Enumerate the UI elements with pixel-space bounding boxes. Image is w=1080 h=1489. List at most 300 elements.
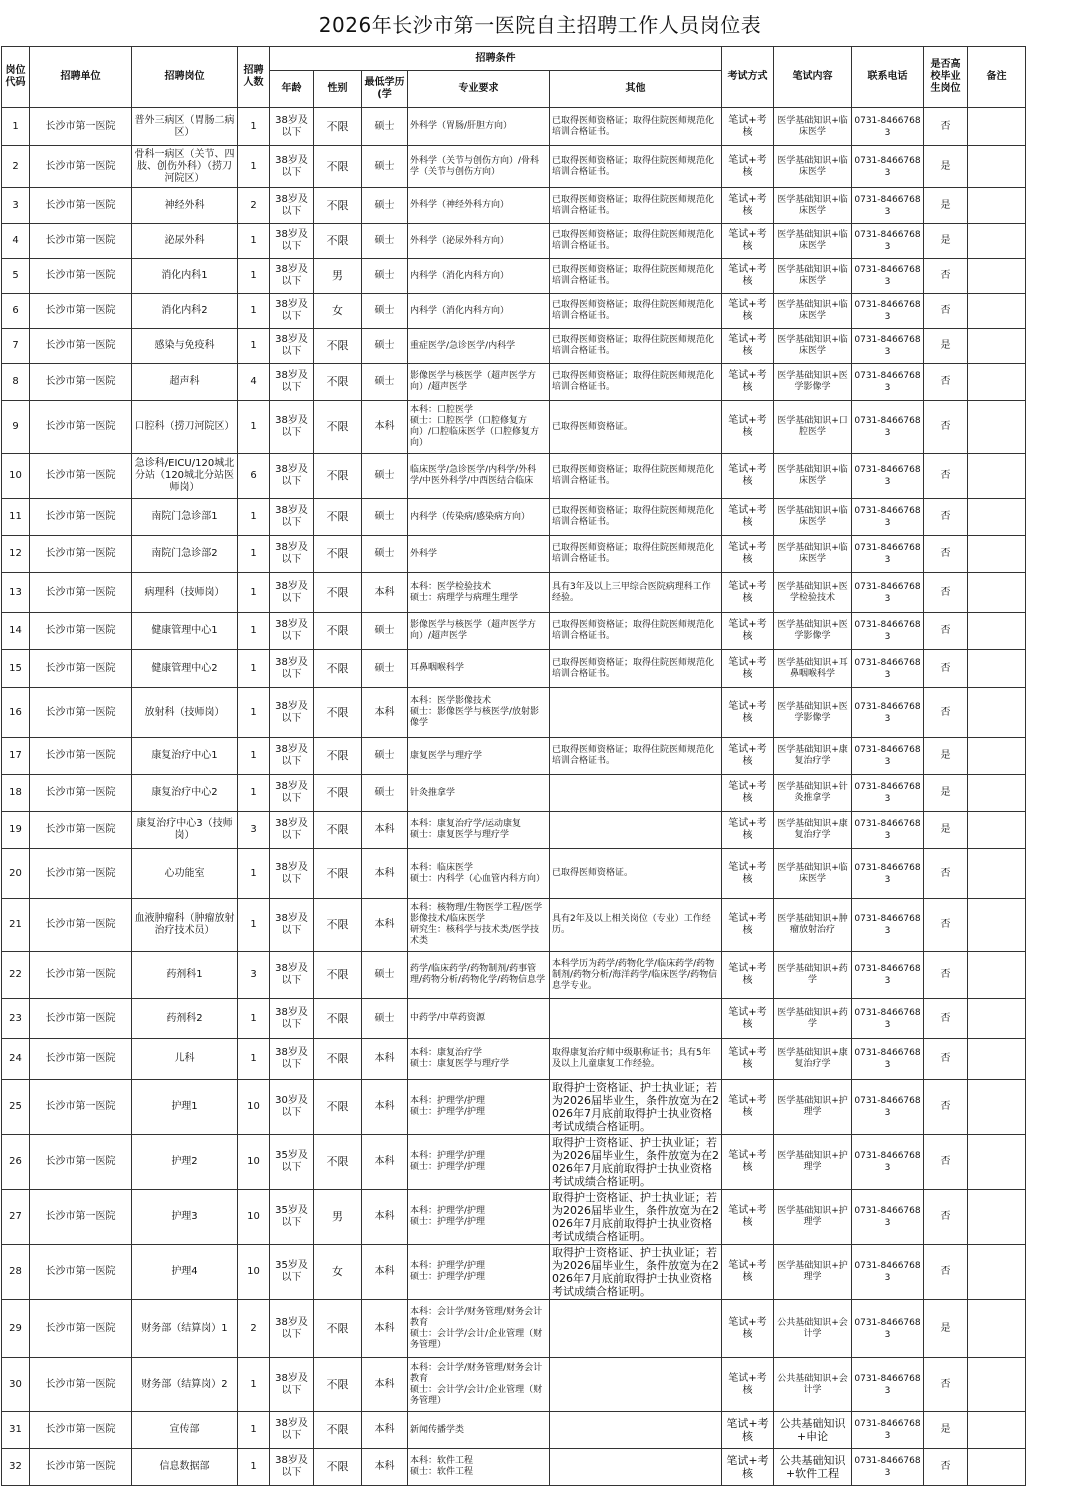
cell-edu: 本科 xyxy=(362,1080,408,1135)
cell-content: 公共基础知识+软件工程 xyxy=(774,1449,852,1486)
cell-grad: 否 xyxy=(924,259,968,294)
cell-edu: 本科 xyxy=(362,1449,408,1486)
cell-other: 已取得医师资格证；取得住院医师规范化培训合格证书。 xyxy=(550,108,722,146)
cell-content: 公共基础知识+会计学 xyxy=(774,1358,852,1412)
cell-unit: 长沙市第一医院 xyxy=(30,573,132,613)
cell-code: 9 xyxy=(2,401,30,454)
cell-unit: 长沙市第一医院 xyxy=(30,738,132,775)
cell-count: 1 xyxy=(238,294,270,329)
cell-phone: 0731-84667683 xyxy=(852,536,924,573)
cell-count: 1 xyxy=(238,650,270,688)
cell-unit: 长沙市第一医院 xyxy=(30,999,132,1039)
cell-spec: 本科：医学影像技术 硕士：影像医学与核医学/放射影像学 xyxy=(408,688,550,738)
cell-phone: 0731-84667683 xyxy=(852,224,924,259)
cell-post: 消化内科1 xyxy=(132,259,238,294)
cell-exam: 笔试+考核 xyxy=(722,650,774,688)
cell-content: 医学基础知识+肿瘤放射治疗 xyxy=(774,899,852,952)
header-phone: 联系电话 xyxy=(852,47,924,108)
cell-grad: 否 xyxy=(924,688,968,738)
cell-code: 8 xyxy=(2,364,30,401)
cell-phone: 0731-84667683 xyxy=(852,1412,924,1449)
cell-note xyxy=(968,1080,1026,1135)
cell-unit: 长沙市第一医院 xyxy=(30,224,132,259)
cell-other: 已取得医师资格证；取得住院医师规范化培训合格证书。 xyxy=(550,259,722,294)
cell-code: 15 xyxy=(2,650,30,688)
cell-spec: 本科：护理学/护理 硕士：护理学/护理 xyxy=(408,1245,550,1300)
cell-other: 取得护士资格证、护士执业证；若为2026届毕业生，条件放宽为在2026年7月底前取得护士执业资格考试成绩合格证明。 xyxy=(550,1135,722,1190)
cell-count: 1 xyxy=(238,536,270,573)
cell-note xyxy=(968,294,1026,329)
cell-gender: 不限 xyxy=(314,1412,362,1449)
cell-content: 医学基础知识+临床医学 xyxy=(774,146,852,188)
cell-spec: 重症医学/急诊医学/内科学 xyxy=(408,329,550,364)
cell-other: 已取得医师资格证；取得住院医师规范化培训合格证书。 xyxy=(550,536,722,573)
cell-content: 医学基础知识+临床医学 xyxy=(774,224,852,259)
cell-code: 1 xyxy=(2,108,30,146)
cell-edu: 本科 xyxy=(362,899,408,952)
cell-note xyxy=(968,738,1026,775)
cell-count: 1 xyxy=(238,329,270,364)
cell-grad: 是 xyxy=(924,775,968,812)
cell-gender: 不限 xyxy=(314,364,362,401)
cell-code: 7 xyxy=(2,329,30,364)
cell-note xyxy=(968,401,1026,454)
cell-spec: 影像医学与核医学（超声医学方向）/超声医学 xyxy=(408,613,550,650)
cell-unit: 长沙市第一医院 xyxy=(30,1300,132,1358)
cell-post: 康复治疗中心1 xyxy=(132,738,238,775)
cell-count: 1 xyxy=(238,899,270,952)
cell-phone: 0731-84667683 xyxy=(852,188,924,224)
cell-spec: 内科学（消化内科方向） xyxy=(408,294,550,329)
table-row xyxy=(2,108,1026,146)
cell-content: 医学基础知识+康复治疗学 xyxy=(774,738,852,775)
cell-age: 38岁及以下 xyxy=(270,952,314,999)
cell-grad: 是 xyxy=(924,188,968,224)
cell-content: 医学基础知识+临床医学 xyxy=(774,849,852,899)
cell-gender: 不限 xyxy=(314,849,362,899)
cell-age: 38岁及以下 xyxy=(270,849,314,899)
cell-post: 护理4 xyxy=(132,1245,238,1300)
cell-grad: 否 xyxy=(924,536,968,573)
cell-gender: 不限 xyxy=(314,688,362,738)
cell-note xyxy=(968,1190,1026,1245)
table-row xyxy=(2,499,1026,536)
cell-note xyxy=(968,613,1026,650)
cell-count: 10 xyxy=(238,1245,270,1300)
cell-age: 38岁及以下 xyxy=(270,259,314,294)
header-conditions: 招聘条件 xyxy=(270,47,722,71)
cell-grad: 否 xyxy=(924,108,968,146)
cell-post: 宣传部 xyxy=(132,1412,238,1449)
cell-grad: 否 xyxy=(924,1449,968,1486)
cell-edu: 本科 xyxy=(362,573,408,613)
cell-grad: 否 xyxy=(924,499,968,536)
cell-count: 1 xyxy=(238,108,270,146)
cell-age: 38岁及以下 xyxy=(270,146,314,188)
cell-gender: 不限 xyxy=(314,1300,362,1358)
cell-grad: 否 xyxy=(924,294,968,329)
cell-gender: 不限 xyxy=(314,536,362,573)
cell-exam: 笔试+考核 xyxy=(722,536,774,573)
cell-exam: 笔试+考核 xyxy=(722,812,774,849)
cell-gender: 不限 xyxy=(314,775,362,812)
cell-unit: 长沙市第一医院 xyxy=(30,1245,132,1300)
cell-note xyxy=(968,188,1026,224)
cell-post: 口腔科（捞刀河院区） xyxy=(132,401,238,454)
cell-age: 38岁及以下 xyxy=(270,108,314,146)
cell-grad: 否 xyxy=(924,650,968,688)
cell-other: 取得护士资格证、护士执业证；若为2026届毕业生，条件放宽为在2026年7月底前取得护士执业资格考试成绩合格证明。 xyxy=(550,1190,722,1245)
cell-note xyxy=(968,999,1026,1039)
cell-code: 22 xyxy=(2,952,30,999)
cell-other: 已取得医师资格证。 xyxy=(550,401,722,454)
cell-phone: 0731-84667683 xyxy=(852,738,924,775)
cell-note xyxy=(968,1449,1026,1486)
cell-grad: 是 xyxy=(924,1412,968,1449)
cell-exam: 笔试+考核 xyxy=(722,1039,774,1080)
cell-post: 泌尿外科 xyxy=(132,224,238,259)
header-exam: 考试方式 xyxy=(722,47,774,108)
table-row xyxy=(2,329,1026,364)
table-row xyxy=(2,364,1026,401)
cell-exam: 笔试+考核 xyxy=(722,259,774,294)
cell-post: 信息数据部 xyxy=(132,1449,238,1486)
cell-spec: 临床医学/急诊医学/内科学/外科学/中医外科学/中西医结合临床 xyxy=(408,454,550,499)
table-row xyxy=(2,738,1026,775)
page-title: 2026年长沙市第一医院自主招聘工作人员岗位表 xyxy=(318,13,762,37)
cell-count: 1 xyxy=(238,224,270,259)
cell-edu: 本科 xyxy=(362,1412,408,1449)
cell-edu: 硕士 xyxy=(362,536,408,573)
cell-age: 38岁及以下 xyxy=(270,613,314,650)
cell-other: 已取得医师资格证；取得住院医师规范化培训合格证书。 xyxy=(550,738,722,775)
cell-count: 1 xyxy=(238,1449,270,1486)
cell-exam: 笔试+考核 xyxy=(722,329,774,364)
cell-gender: 不限 xyxy=(314,146,362,188)
cell-age: 35岁及以下 xyxy=(270,1190,314,1245)
cell-gender: 不限 xyxy=(314,1039,362,1080)
cell-age: 35岁及以下 xyxy=(270,1245,314,1300)
cell-grad: 否 xyxy=(924,1135,968,1190)
table-row xyxy=(2,1190,1026,1245)
cell-spec: 本科：康复治疗学/运动康复 硕士：康复医学与理疗学 xyxy=(408,812,550,849)
cell-note xyxy=(968,329,1026,364)
table-row xyxy=(2,650,1026,688)
cell-code: 12 xyxy=(2,536,30,573)
cell-spec: 外科学（神经外科方向） xyxy=(408,188,550,224)
cell-unit: 长沙市第一医院 xyxy=(30,775,132,812)
cell-other xyxy=(550,1412,722,1449)
cell-edu: 本科 xyxy=(362,688,408,738)
cell-other: 已取得医师资格证；取得住院医师规范化培训合格证书。 xyxy=(550,499,722,536)
cell-edu: 硕士 xyxy=(362,188,408,224)
cell-code: 6 xyxy=(2,294,30,329)
cell-edu: 硕士 xyxy=(362,952,408,999)
cell-other: 已取得医师资格证；取得住院医师规范化培训合格证书。 xyxy=(550,146,722,188)
cell-exam: 笔试+考核 xyxy=(722,899,774,952)
cell-spec: 本科：会计学/财务管理/财务会计教育 硕士：会计学/会计/企业管理（财务管理） xyxy=(408,1300,550,1358)
cell-age: 38岁及以下 xyxy=(270,573,314,613)
cell-age: 38岁及以下 xyxy=(270,1412,314,1449)
cell-age: 38岁及以下 xyxy=(270,899,314,952)
cell-phone: 0731-84667683 xyxy=(852,573,924,613)
header-grad: 是否高校毕业生岗位 xyxy=(924,47,968,108)
cell-edu: 硕士 xyxy=(362,775,408,812)
cell-exam: 笔试+考核 xyxy=(722,364,774,401)
cell-phone: 0731-84667683 xyxy=(852,849,924,899)
cell-note xyxy=(968,536,1026,573)
cell-edu: 硕士 xyxy=(362,650,408,688)
table-row xyxy=(2,688,1026,738)
cell-content: 公共基础知识+申论 xyxy=(774,1412,852,1449)
cell-phone: 0731-84667683 xyxy=(852,1245,924,1300)
cell-count: 10 xyxy=(238,1080,270,1135)
header-count: 招聘人数 xyxy=(238,47,270,108)
cell-note xyxy=(968,573,1026,613)
cell-count: 1 xyxy=(238,573,270,613)
cell-exam: 笔试+考核 xyxy=(722,952,774,999)
cell-post: 护理2 xyxy=(132,1135,238,1190)
cell-unit: 长沙市第一医院 xyxy=(30,899,132,952)
cell-other xyxy=(550,1358,722,1412)
cell-exam: 笔试+考核 xyxy=(722,849,774,899)
cell-age: 38岁及以下 xyxy=(270,1358,314,1412)
cell-spec: 本科：临床医学 硕士：内科学（心血管内科方向） xyxy=(408,849,550,899)
cell-spec: 中药学/中草药资源 xyxy=(408,999,550,1039)
cell-note xyxy=(968,1039,1026,1080)
cell-content: 医学基础知识+口腔医学 xyxy=(774,401,852,454)
cell-unit: 长沙市第一医院 xyxy=(30,1412,132,1449)
cell-code: 5 xyxy=(2,259,30,294)
cell-gender: 不限 xyxy=(314,999,362,1039)
cell-edu: 本科 xyxy=(362,1245,408,1300)
cell-exam: 笔试+考核 xyxy=(722,146,774,188)
cell-post: 护理1 xyxy=(132,1080,238,1135)
cell-other: 具有3年及以上三甲综合医院病理科工作经验。 xyxy=(550,573,722,613)
cell-other xyxy=(550,812,722,849)
cell-count: 2 xyxy=(238,1300,270,1358)
cell-spec: 本科：口腔医学 硕士：口腔医学（口腔修复方向）/口腔临床医学（口腔修复方向） xyxy=(408,401,550,454)
cell-post: 血液肿瘤科（肿瘤放射治疗技术员） xyxy=(132,899,238,952)
table-row xyxy=(2,1358,1026,1412)
cell-count: 1 xyxy=(238,259,270,294)
cell-grad: 是 xyxy=(924,146,968,188)
cell-phone: 0731-84667683 xyxy=(852,613,924,650)
cell-content: 医学基础知识+临床医学 xyxy=(774,499,852,536)
cell-post: 消化内科2 xyxy=(132,294,238,329)
cell-code: 25 xyxy=(2,1080,30,1135)
cell-code: 28 xyxy=(2,1245,30,1300)
cell-exam: 笔试+考核 xyxy=(722,1412,774,1449)
header-gender: 性别 xyxy=(314,71,362,108)
cell-other xyxy=(550,1300,722,1358)
cell-age: 38岁及以下 xyxy=(270,1039,314,1080)
cell-content: 医学基础知识+临床医学 xyxy=(774,536,852,573)
cell-code: 30 xyxy=(2,1358,30,1412)
cell-age: 38岁及以下 xyxy=(270,224,314,259)
cell-grad: 否 xyxy=(924,952,968,999)
cell-count: 2 xyxy=(238,188,270,224)
cell-gender: 不限 xyxy=(314,499,362,536)
cell-age: 38岁及以下 xyxy=(270,454,314,499)
cell-count: 1 xyxy=(238,999,270,1039)
cell-edu: 硕士 xyxy=(362,108,408,146)
cell-gender: 不限 xyxy=(314,224,362,259)
cell-other xyxy=(550,688,722,738)
cell-content: 医学基础知识+医学影像学 xyxy=(774,613,852,650)
cell-other: 取得护士资格证、护士执业证；若为2026届毕业生，条件放宽为在2026年7月底前取得护士执业资格考试成绩合格证明。 xyxy=(550,1245,722,1300)
cell-age: 38岁及以下 xyxy=(270,364,314,401)
cell-unit: 长沙市第一医院 xyxy=(30,1190,132,1245)
cell-phone: 0731-84667683 xyxy=(852,1449,924,1486)
cell-note xyxy=(968,454,1026,499)
cell-gender: 不限 xyxy=(314,454,362,499)
cell-edu: 本科 xyxy=(362,849,408,899)
cell-other: 已取得医师资格证；取得住院医师规范化培训合格证书。 xyxy=(550,294,722,329)
cell-note xyxy=(968,775,1026,812)
table-row xyxy=(2,1412,1026,1449)
cell-unit: 长沙市第一医院 xyxy=(30,499,132,536)
cell-note xyxy=(968,364,1026,401)
cell-other: 已取得医师资格证；取得住院医师规范化培训合格证书。 xyxy=(550,188,722,224)
cell-gender: 女 xyxy=(314,1245,362,1300)
cell-post: 健康管理中心2 xyxy=(132,650,238,688)
cell-code: 23 xyxy=(2,999,30,1039)
cell-count: 1 xyxy=(238,146,270,188)
cell-code: 17 xyxy=(2,738,30,775)
cell-edu: 硕士 xyxy=(362,999,408,1039)
cell-exam: 笔试+考核 xyxy=(722,738,774,775)
cell-post: 康复治疗中心3（技师岗） xyxy=(132,812,238,849)
cell-edu: 硕士 xyxy=(362,499,408,536)
cell-phone: 0731-84667683 xyxy=(852,1358,924,1412)
cell-exam: 笔试+考核 xyxy=(722,294,774,329)
cell-exam: 笔试+考核 xyxy=(722,1245,774,1300)
cell-spec: 本科：康复治疗学 硕士：康复医学与理疗学 xyxy=(408,1039,550,1080)
cell-other: 已取得医师资格证；取得住院医师规范化培训合格证书。 xyxy=(550,224,722,259)
cell-note xyxy=(968,849,1026,899)
cell-age: 38岁及以下 xyxy=(270,738,314,775)
cell-gender: 不限 xyxy=(314,188,362,224)
cell-phone: 0731-84667683 xyxy=(852,259,924,294)
cell-spec: 本科：护理学/护理 硕士：护理学/护理 xyxy=(408,1135,550,1190)
header-other: 其他 xyxy=(550,71,722,108)
cell-grad: 否 xyxy=(924,1080,968,1135)
cell-grad: 否 xyxy=(924,849,968,899)
cell-spec: 新闻传播学类 xyxy=(408,1412,550,1449)
cell-phone: 0731-84667683 xyxy=(852,1080,924,1135)
cell-gender: 不限 xyxy=(314,573,362,613)
cell-gender: 不限 xyxy=(314,1358,362,1412)
cell-note xyxy=(968,1358,1026,1412)
cell-phone: 0731-84667683 xyxy=(852,329,924,364)
cell-spec: 外科学（泌尿外科方向） xyxy=(408,224,550,259)
cell-edu: 硕士 xyxy=(362,146,408,188)
cell-age: 38岁及以下 xyxy=(270,650,314,688)
cell-phone: 0731-84667683 xyxy=(852,108,924,146)
header-note: 备注 xyxy=(968,47,1026,108)
cell-code: 13 xyxy=(2,573,30,613)
cell-gender: 不限 xyxy=(314,899,362,952)
cell-other: 已取得医师资格证；取得住院医师规范化培训合格证书。 xyxy=(550,329,722,364)
cell-spec: 康复医学与理疗学 xyxy=(408,738,550,775)
table-row xyxy=(2,259,1026,294)
cell-code: 18 xyxy=(2,775,30,812)
cell-spec: 本科：医学检验技术 硕士：病理学与病理生理学 xyxy=(408,573,550,613)
cell-unit: 长沙市第一医院 xyxy=(30,146,132,188)
table-row xyxy=(2,1449,1026,1486)
cell-unit: 长沙市第一医院 xyxy=(30,536,132,573)
cell-other: 已取得医师资格证；取得住院医师规范化培训合格证书。 xyxy=(550,650,722,688)
cell-code: 16 xyxy=(2,688,30,738)
cell-gender: 不限 xyxy=(314,613,362,650)
cell-content: 医学基础知识+临床医学 xyxy=(774,108,852,146)
cell-age: 38岁及以下 xyxy=(270,1449,314,1486)
cell-note xyxy=(968,1245,1026,1300)
cell-exam: 笔试+考核 xyxy=(722,1080,774,1135)
cell-count: 1 xyxy=(238,688,270,738)
table-row xyxy=(2,952,1026,999)
cell-content: 医学基础知识+临床医学 xyxy=(774,294,852,329)
cell-unit: 长沙市第一医院 xyxy=(30,188,132,224)
cell-exam: 笔试+考核 xyxy=(722,401,774,454)
cell-count: 6 xyxy=(238,454,270,499)
header-unit: 招聘单位 xyxy=(30,47,132,108)
cell-gender: 不限 xyxy=(314,108,362,146)
cell-code: 27 xyxy=(2,1190,30,1245)
cell-note xyxy=(968,146,1026,188)
cell-post: 心功能室 xyxy=(132,849,238,899)
cell-content: 医学基础知识+临床医学 xyxy=(774,259,852,294)
cell-count: 10 xyxy=(238,1190,270,1245)
cell-other: 取得康复治疗师中级职称证书；具有5年及以上儿童康复工作经验。 xyxy=(550,1039,722,1080)
cell-post: 放射科（技师岗） xyxy=(132,688,238,738)
cell-unit: 长沙市第一医院 xyxy=(30,1080,132,1135)
cell-spec: 内科学（传染病/感染病方向） xyxy=(408,499,550,536)
cell-grad: 否 xyxy=(924,1245,968,1300)
cell-exam: 笔试+考核 xyxy=(722,224,774,259)
cell-unit: 长沙市第一医院 xyxy=(30,1358,132,1412)
cell-edu: 硕士 xyxy=(362,224,408,259)
table-row xyxy=(2,613,1026,650)
cell-content: 医学基础知识+护理学 xyxy=(774,1245,852,1300)
cell-exam: 笔试+考核 xyxy=(722,1190,774,1245)
cell-code: 21 xyxy=(2,899,30,952)
cell-note xyxy=(968,1412,1026,1449)
cell-content: 医学基础知识+药学 xyxy=(774,952,852,999)
cell-content: 医学基础知识+康复治疗学 xyxy=(774,812,852,849)
table-row xyxy=(2,812,1026,849)
table-row xyxy=(2,999,1026,1039)
cell-age: 38岁及以下 xyxy=(270,499,314,536)
cell-unit: 长沙市第一医院 xyxy=(30,294,132,329)
cell-content: 医学基础知识+护理学 xyxy=(774,1135,852,1190)
cell-unit: 长沙市第一医院 xyxy=(30,329,132,364)
cell-age: 38岁及以下 xyxy=(270,536,314,573)
cell-age: 35岁及以下 xyxy=(270,1135,314,1190)
cell-gender: 男 xyxy=(314,259,362,294)
cell-gender: 女 xyxy=(314,294,362,329)
cell-content: 医学基础知识+临床医学 xyxy=(774,329,852,364)
cell-post: 骨科一病区（关节、四肢、创伤外科）（捞刀河院区） xyxy=(132,146,238,188)
cell-exam: 笔试+考核 xyxy=(722,1358,774,1412)
cell-grad: 否 xyxy=(924,364,968,401)
cell-phone: 0731-84667683 xyxy=(852,454,924,499)
table-row xyxy=(2,188,1026,224)
cell-unit: 长沙市第一医院 xyxy=(30,688,132,738)
cell-post: 南院门急诊部2 xyxy=(132,536,238,573)
cell-unit: 长沙市第一医院 xyxy=(30,401,132,454)
